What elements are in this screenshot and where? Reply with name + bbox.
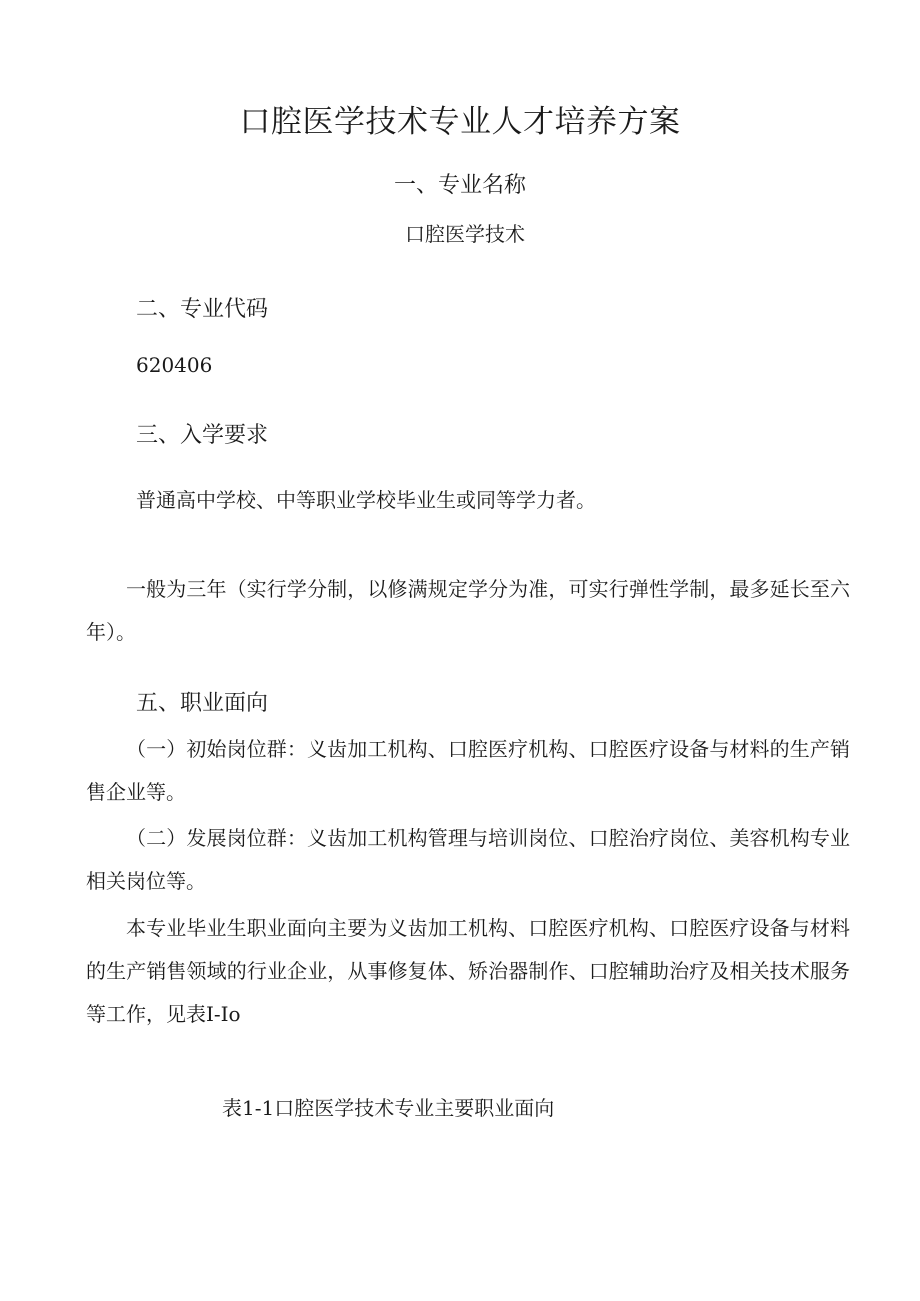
section-heading-code: 二、专业代码 bbox=[136, 297, 269, 322]
major-code-text: 620406 bbox=[136, 353, 213, 377]
section-heading-career: 五、职业面向 bbox=[136, 691, 269, 716]
document-title: 口腔医学技术专业人才培养方案 bbox=[239, 104, 681, 140]
career-item-initial: （一）初始岗位群：义齿加工机构、口腔医疗机构、口腔医疗设备与材料的生产销售企业等。 bbox=[86, 737, 850, 804]
admission-text: 普通高中学校、中等职业学校毕业生或同等学力者。 bbox=[136, 488, 596, 512]
career-summary-paragraph: 本专业毕业生职业面向主要为义齿加工机构、口腔医疗机构、口腔医疗设备与材料的生产销售领域的行业企业，从事修复体、矫治器制作、口腔辅助治疗及相关技术服务等工作，见表I-Io bbox=[86, 916, 850, 1026]
major-name-text: 口腔医学技术 bbox=[405, 222, 525, 246]
section-heading-admission: 三、入学要求 bbox=[136, 423, 269, 448]
table-caption: 表1-1口腔医学技术专业主要职业面向 bbox=[222, 1096, 555, 1120]
section-heading-name: 一、专业名称 bbox=[393, 173, 526, 198]
career-item-development: （二）发展岗位群：义齿加工机构管理与培训岗位、口腔治疗岗位、美容机构专业相关岗位等。 bbox=[86, 826, 850, 893]
duration-paragraph: 一般为三年（实行学分制，以修满规定学分为准，可实行弹性学制，最多延长至六年）。 bbox=[86, 577, 850, 644]
